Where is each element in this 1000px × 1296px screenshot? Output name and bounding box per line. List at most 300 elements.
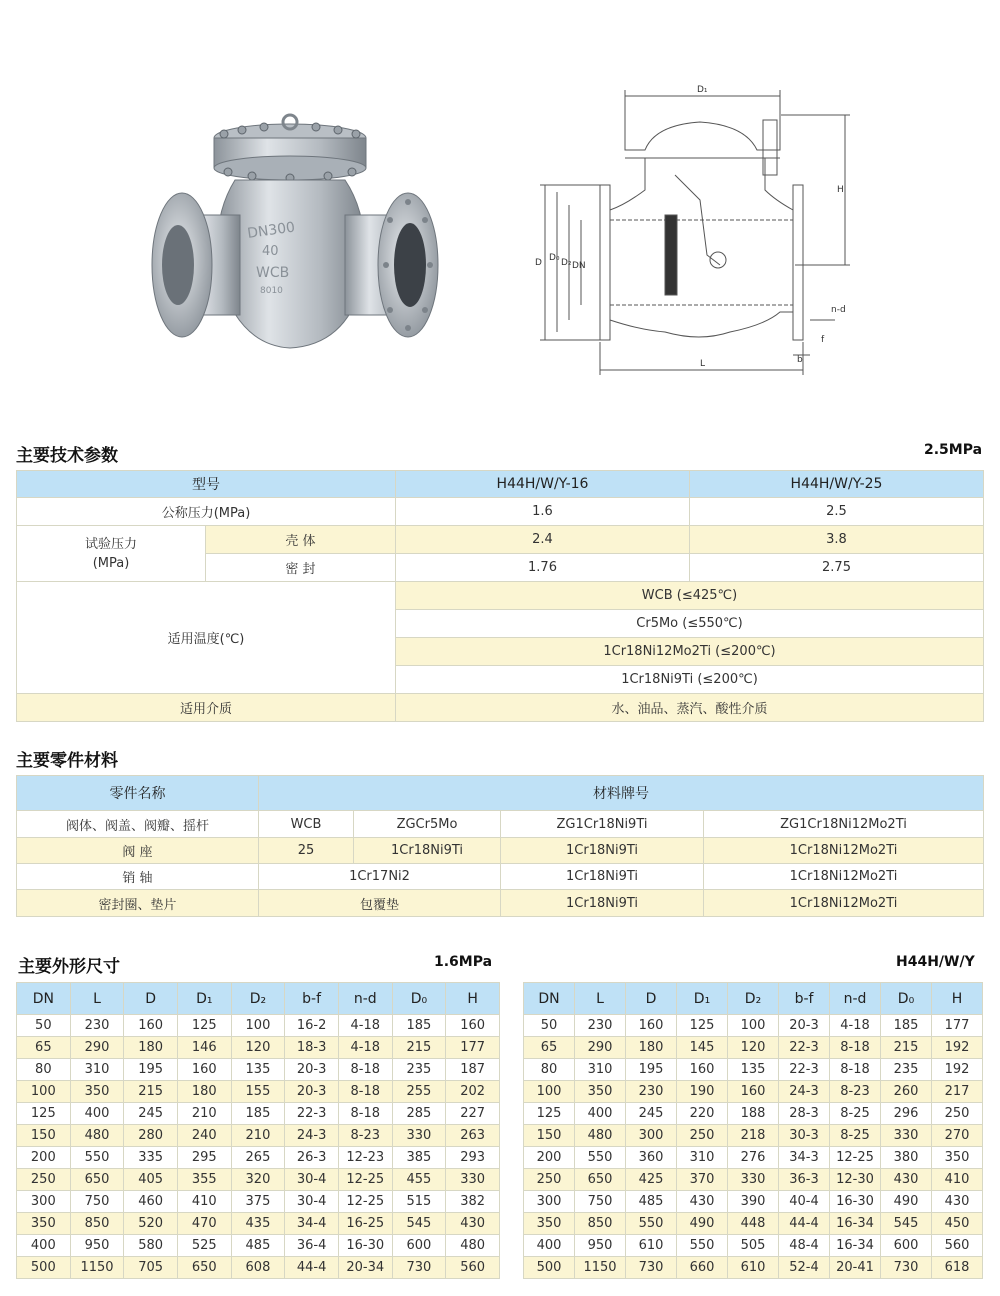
table-cell: 295 — [177, 1147, 231, 1169]
table-cell: 1150 — [575, 1257, 626, 1279]
table-cell: 265 — [231, 1147, 285, 1169]
tech-pressure: 2.5MPa — [924, 442, 983, 458]
table-cell: 600 — [881, 1235, 932, 1257]
table-cell: 8-18 — [338, 1103, 392, 1125]
table-cell: 24-3 — [779, 1081, 830, 1103]
table-cell: 545 — [392, 1213, 446, 1235]
part-name: 阀 座 — [17, 838, 259, 864]
part-material: 25 — [259, 838, 354, 864]
table-cell: 120 — [728, 1037, 779, 1059]
table-cell: 16-25 — [338, 1213, 392, 1235]
table-cell: 155 — [231, 1081, 285, 1103]
table-cell: 215 — [881, 1037, 932, 1059]
table-cell: 192 — [932, 1037, 983, 1059]
table-cell: 16-34 — [830, 1235, 881, 1257]
valve-photo — [140, 110, 440, 360]
dims-header: L — [575, 983, 626, 1015]
table-row — [524, 1213, 983, 1235]
dims-title: 主要外形尺寸 — [18, 957, 120, 977]
dims-header: D₀ — [392, 983, 446, 1015]
cast-pressure: 40 — [262, 244, 279, 259]
table-cell: 400 — [70, 1103, 124, 1125]
table-cell: 125 — [17, 1103, 71, 1125]
nominal-label: 公称压力(MPa) — [17, 498, 396, 526]
table-cell: 202 — [446, 1081, 500, 1103]
dims-header: b-f — [285, 983, 339, 1015]
table-cell: 250 — [524, 1169, 575, 1191]
label-D0: D₀ — [549, 253, 560, 263]
dims-header: b-f — [779, 983, 830, 1015]
table-cell: 160 — [677, 1059, 728, 1081]
table-cell: 550 — [70, 1147, 124, 1169]
table-cell: 270 — [932, 1125, 983, 1147]
temp-row: WCB (≤425℃) — [396, 582, 984, 610]
shell-v1: 2.4 — [396, 526, 690, 554]
table-row — [17, 1235, 500, 1257]
parts-header-name: 零件名称 — [17, 776, 259, 811]
label-D1: D₁ — [697, 85, 708, 95]
table-cell: 220 — [677, 1103, 728, 1125]
part-material: ZG1Cr18Ni9Ti — [501, 811, 704, 838]
table-cell: 16-34 — [830, 1213, 881, 1235]
table-cell: 300 — [17, 1191, 71, 1213]
table-row — [524, 1125, 983, 1147]
table-cell: 300 — [626, 1125, 677, 1147]
label-D: D — [535, 258, 542, 268]
table-cell: 276 — [728, 1147, 779, 1169]
table-cell: 36-3 — [779, 1169, 830, 1191]
table-row — [17, 1015, 500, 1037]
table-cell: 100 — [524, 1081, 575, 1103]
table-cell: 260 — [881, 1081, 932, 1103]
table-cell: 160 — [124, 1015, 178, 1037]
part-material: 1Cr18Ni12Mo2Ti — [704, 838, 984, 864]
table-cell: 12-25 — [338, 1191, 392, 1213]
table-cell: 20-3 — [285, 1059, 339, 1081]
label-b: b — [797, 355, 803, 365]
table-cell: 48-4 — [779, 1235, 830, 1257]
table-cell: 500 — [524, 1257, 575, 1279]
part-material: 1Cr18Ni12Mo2Ti — [704, 890, 984, 917]
table-cell: 215 — [392, 1037, 446, 1059]
table-row — [17, 1103, 500, 1125]
temp-row: 1Cr18Ni9Ti (≤200℃) — [396, 666, 984, 694]
table-cell: 8-18 — [830, 1059, 881, 1081]
table-cell: 185 — [392, 1015, 446, 1037]
table-cell: 310 — [70, 1059, 124, 1081]
dims-header: D₂ — [728, 983, 779, 1015]
table-cell: 187 — [446, 1059, 500, 1081]
table-cell: 20-3 — [285, 1081, 339, 1103]
table-cell: 22-3 — [779, 1037, 830, 1059]
table-cell: 44-4 — [285, 1257, 339, 1279]
part-material: 1Cr18Ni9Ti — [501, 864, 704, 890]
table-cell: 470 — [177, 1213, 231, 1235]
part-name: 销 轴 — [17, 864, 259, 890]
table-cell: 425 — [626, 1169, 677, 1191]
table-cell: 4-18 — [338, 1015, 392, 1037]
table-cell: 50 — [17, 1015, 71, 1037]
table-cell: 215 — [124, 1081, 178, 1103]
table-cell: 125 — [677, 1015, 728, 1037]
seal-v1: 1.76 — [396, 554, 690, 582]
table-cell: 28-3 — [779, 1103, 830, 1125]
table-cell: 30-4 — [285, 1169, 339, 1191]
table-cell: 480 — [575, 1125, 626, 1147]
table-row — [17, 1125, 500, 1147]
table-cell: 8-23 — [338, 1125, 392, 1147]
table-cell: 400 — [524, 1235, 575, 1257]
table-cell: 382 — [446, 1191, 500, 1213]
table-cell: 218 — [728, 1125, 779, 1147]
table-cell: 217 — [932, 1081, 983, 1103]
table-cell: 80 — [17, 1059, 71, 1081]
table-cell: 293 — [446, 1147, 500, 1169]
table-cell: 160 — [446, 1015, 500, 1037]
table-cell: 34-3 — [779, 1147, 830, 1169]
dims-header: D₁ — [677, 983, 728, 1015]
cast-code: 8010 — [260, 286, 283, 296]
part-material: 1Cr18Ni12Mo2Ti — [704, 864, 984, 890]
table-cell: 190 — [677, 1081, 728, 1103]
seal-v2: 2.75 — [690, 554, 984, 582]
table-cell: 20-34 — [338, 1257, 392, 1279]
table-cell: 430 — [446, 1213, 500, 1235]
table-cell: 4-18 — [830, 1015, 881, 1037]
table-cell: 350 — [524, 1213, 575, 1235]
dims-header: n-d — [338, 983, 392, 1015]
table-cell: 8-18 — [338, 1081, 392, 1103]
part-material: 1Cr18Ni9Ti — [501, 890, 704, 917]
table-cell: 8-23 — [830, 1081, 881, 1103]
table-row — [524, 1257, 983, 1279]
table-cell: 610 — [728, 1257, 779, 1279]
table-cell: 8-18 — [830, 1037, 881, 1059]
table-cell: 370 — [677, 1169, 728, 1191]
part-name: 密封圈、垫片 — [17, 890, 259, 917]
dims-header: DN — [524, 983, 575, 1015]
table-row — [524, 1235, 983, 1257]
table-cell: 30-3 — [779, 1125, 830, 1147]
table-cell: 618 — [932, 1257, 983, 1279]
table-row — [17, 1191, 500, 1213]
nominal-v1: 1.6 — [396, 498, 690, 526]
table-cell: 410 — [177, 1191, 231, 1213]
dims-header: H — [446, 983, 500, 1015]
tech-table — [16, 470, 984, 722]
table-cell: 22-3 — [285, 1103, 339, 1125]
table-cell: 850 — [70, 1213, 124, 1235]
table-row — [17, 1147, 500, 1169]
table-cell: 255 — [392, 1081, 446, 1103]
table-cell: 250 — [17, 1169, 71, 1191]
table-cell: 40-4 — [779, 1191, 830, 1213]
table-cell: 455 — [392, 1169, 446, 1191]
table-cell: 330 — [881, 1125, 932, 1147]
table-row — [524, 1169, 983, 1191]
table-cell: 160 — [626, 1015, 677, 1037]
part-material: 1Cr18Ni9Ti — [501, 838, 704, 864]
table-cell: 36-4 — [285, 1235, 339, 1257]
shell-label: 壳 体 — [206, 526, 396, 554]
part-material: 1Cr17Ni2 — [259, 864, 501, 890]
dims-header: D — [124, 983, 178, 1015]
table-row — [524, 1059, 983, 1081]
table-cell: 30-4 — [285, 1191, 339, 1213]
table-cell: 50 — [524, 1015, 575, 1037]
table-cell: 450 — [932, 1213, 983, 1235]
table-cell: 320 — [231, 1169, 285, 1191]
table-cell: 296 — [881, 1103, 932, 1125]
table-cell: 185 — [881, 1015, 932, 1037]
table-cell: 20-41 — [830, 1257, 881, 1279]
table-cell: 80 — [524, 1059, 575, 1081]
table-cell: 65 — [17, 1037, 71, 1059]
table-cell: 950 — [70, 1235, 124, 1257]
table-cell: 480 — [70, 1125, 124, 1147]
table-cell: 200 — [17, 1147, 71, 1169]
cast-material: WCB — [256, 265, 290, 281]
table-cell: 580 — [124, 1235, 178, 1257]
tech-header-col2: H44H/W/Y-25 — [690, 471, 984, 498]
table-cell: 350 — [932, 1147, 983, 1169]
label-nd: n-d — [831, 305, 846, 315]
table-cell: 12-30 — [830, 1169, 881, 1191]
parts-title: 主要零件材料 — [16, 751, 118, 771]
table-cell: 610 — [626, 1235, 677, 1257]
part-material: ZGCr5Mo — [354, 811, 501, 838]
table-cell: 480 — [446, 1235, 500, 1257]
table-cell: 448 — [728, 1213, 779, 1235]
table-cell: 192 — [932, 1059, 983, 1081]
table-row — [17, 1169, 500, 1191]
table-cell: 22-3 — [779, 1059, 830, 1081]
table-cell: 435 — [231, 1213, 285, 1235]
table-cell: 490 — [677, 1213, 728, 1235]
table-cell: 505 — [728, 1235, 779, 1257]
table-cell: 650 — [70, 1169, 124, 1191]
table-cell: 16-2 — [285, 1015, 339, 1037]
table-cell: 430 — [881, 1169, 932, 1191]
table-cell: 195 — [626, 1059, 677, 1081]
table-cell: 177 — [932, 1015, 983, 1037]
table-cell: 285 — [392, 1103, 446, 1125]
table-cell: 240 — [177, 1125, 231, 1147]
table-row — [524, 1081, 983, 1103]
table-cell: 705 — [124, 1257, 178, 1279]
table-cell: 330 — [728, 1169, 779, 1191]
table-cell: 135 — [231, 1059, 285, 1081]
table-cell: 730 — [881, 1257, 932, 1279]
table-cell: 8-25 — [830, 1103, 881, 1125]
tech-title: 主要技术参数 — [16, 446, 118, 466]
table-cell: 380 — [881, 1147, 932, 1169]
medium-value: 水、油品、蒸汽、酸性介质 — [396, 694, 984, 722]
table-cell: 330 — [446, 1169, 500, 1191]
table-cell: 405 — [124, 1169, 178, 1191]
table-cell: 125 — [177, 1015, 231, 1037]
table-cell: 330 — [392, 1125, 446, 1147]
cast-size: DN300 — [246, 219, 297, 242]
table-cell: 525 — [177, 1235, 231, 1257]
part-material: ZG1Cr18Ni12Mo2Ti — [704, 811, 984, 838]
table-cell: 550 — [677, 1235, 728, 1257]
table-row — [524, 1015, 983, 1037]
seal-label: 密 封 — [206, 554, 396, 582]
table-cell: 230 — [575, 1015, 626, 1037]
table-cell: 195 — [124, 1059, 178, 1081]
table-cell: 310 — [575, 1059, 626, 1081]
part-name: 阀体、阀盖、阀瓣、摇杆 — [17, 811, 259, 838]
table-cell: 145 — [677, 1037, 728, 1059]
table-cell: 950 — [575, 1235, 626, 1257]
table-cell: 125 — [524, 1103, 575, 1125]
dims-table-25 — [523, 982, 983, 1279]
table-cell: 16-30 — [338, 1235, 392, 1257]
valve-drawing — [525, 80, 865, 380]
table-cell: 460 — [124, 1191, 178, 1213]
table-cell: 210 — [231, 1125, 285, 1147]
table-cell: 520 — [124, 1213, 178, 1235]
table-cell: 660 — [677, 1257, 728, 1279]
medium-label: 适用介质 — [17, 694, 396, 722]
table-row — [524, 1037, 983, 1059]
table-cell: 245 — [626, 1103, 677, 1125]
table-cell: 280 — [124, 1125, 178, 1147]
table-cell: 200 — [524, 1147, 575, 1169]
table-cell: 26-3 — [285, 1147, 339, 1169]
parts-table — [16, 775, 984, 917]
table-cell: 16-30 — [830, 1191, 881, 1213]
table-cell: 385 — [392, 1147, 446, 1169]
temp-row: Cr5Mo (≤550℃) — [396, 610, 984, 638]
table-cell: 12-23 — [338, 1147, 392, 1169]
table-cell: 355 — [177, 1169, 231, 1191]
table-cell: 335 — [124, 1147, 178, 1169]
table-cell: 230 — [626, 1081, 677, 1103]
table-cell: 24-3 — [285, 1125, 339, 1147]
table-cell: 490 — [881, 1191, 932, 1213]
table-cell: 100 — [17, 1081, 71, 1103]
table-row — [524, 1147, 983, 1169]
table-cell: 730 — [626, 1257, 677, 1279]
table-cell: 400 — [17, 1235, 71, 1257]
table-cell: 360 — [626, 1147, 677, 1169]
table-cell: 12-25 — [338, 1169, 392, 1191]
dims-header: DN — [17, 983, 71, 1015]
table-row — [17, 1059, 500, 1081]
table-cell: 180 — [626, 1037, 677, 1059]
nominal-v2: 2.5 — [690, 498, 984, 526]
table-cell: 500 — [17, 1257, 71, 1279]
temp-row: 1Cr18Ni12Mo2Ti (≤200℃) — [396, 638, 984, 666]
table-cell: 227 — [446, 1103, 500, 1125]
table-row — [17, 1257, 500, 1279]
table-cell: 65 — [524, 1037, 575, 1059]
label-H: H — [837, 185, 844, 195]
table-cell: 545 — [881, 1213, 932, 1235]
table-cell: 8-25 — [830, 1125, 881, 1147]
table-row — [17, 1213, 500, 1235]
table-cell: 188 — [728, 1103, 779, 1125]
table-cell: 485 — [231, 1235, 285, 1257]
table-row — [17, 1081, 500, 1103]
table-cell: 850 — [575, 1213, 626, 1235]
table-cell: 310 — [677, 1147, 728, 1169]
tech-header-col1: H44H/W/Y-16 — [396, 471, 690, 498]
table-cell: 485 — [626, 1191, 677, 1213]
label-DN: DN — [572, 261, 586, 271]
table-cell: 210 — [177, 1103, 231, 1125]
dims-header: n-d — [830, 983, 881, 1015]
table-cell: 560 — [446, 1257, 500, 1279]
table-cell: 515 — [392, 1191, 446, 1213]
table-cell: 180 — [177, 1081, 231, 1103]
dims-header: D₀ — [881, 983, 932, 1015]
table-cell: 52-4 — [779, 1257, 830, 1279]
table-row — [524, 1191, 983, 1213]
table-cell: 600 — [392, 1235, 446, 1257]
table-cell: 146 — [177, 1037, 231, 1059]
dims-header: H — [932, 983, 983, 1015]
table-cell: 18-3 — [285, 1037, 339, 1059]
dims-header: D₁ — [177, 983, 231, 1015]
label-D2: D₂ — [561, 258, 572, 268]
table-cell: 180 — [124, 1037, 178, 1059]
label-L: L — [700, 359, 706, 369]
table-cell: 20-3 — [779, 1015, 830, 1037]
table-cell: 290 — [70, 1037, 124, 1059]
table-cell: 430 — [677, 1191, 728, 1213]
table-cell: 350 — [17, 1213, 71, 1235]
dims-header: D₂ — [231, 983, 285, 1015]
table-cell: 290 — [575, 1037, 626, 1059]
table-cell: 350 — [70, 1081, 124, 1103]
label-f: f — [821, 335, 825, 345]
dims-header: D — [626, 983, 677, 1015]
dims-pressure: 1.6MPa — [434, 954, 493, 970]
table-cell: 235 — [392, 1059, 446, 1081]
table-cell: 1150 — [70, 1257, 124, 1279]
table-cell: 410 — [932, 1169, 983, 1191]
table-cell: 263 — [446, 1125, 500, 1147]
table-cell: 4-18 — [338, 1037, 392, 1059]
temp-label: 适用温度(℃) — [17, 582, 396, 694]
table-row — [17, 1037, 500, 1059]
table-cell: 185 — [231, 1103, 285, 1125]
table-cell: 100 — [728, 1015, 779, 1037]
table-cell: 235 — [881, 1059, 932, 1081]
tech-header-model: 型号 — [17, 471, 396, 498]
table-cell: 160 — [177, 1059, 231, 1081]
table-cell: 245 — [124, 1103, 178, 1125]
shell-v2: 3.8 — [690, 526, 984, 554]
table-cell: 390 — [728, 1191, 779, 1213]
table-cell: 250 — [677, 1125, 728, 1147]
table-cell: 120 — [231, 1037, 285, 1059]
table-cell: 375 — [231, 1191, 285, 1213]
table-cell: 400 — [575, 1103, 626, 1125]
table-cell: 135 — [728, 1059, 779, 1081]
table-cell: 177 — [446, 1037, 500, 1059]
part-material: 1Cr18Ni9Ti — [354, 838, 501, 864]
table-cell: 150 — [524, 1125, 575, 1147]
test-pressure-label-2: (MPa) — [92, 555, 130, 571]
dims-model: H44H/W/Y — [896, 954, 975, 970]
table-cell: 34-4 — [285, 1213, 339, 1235]
parts-header-material: 材料牌号 — [259, 776, 984, 811]
table-cell: 150 — [17, 1125, 71, 1147]
